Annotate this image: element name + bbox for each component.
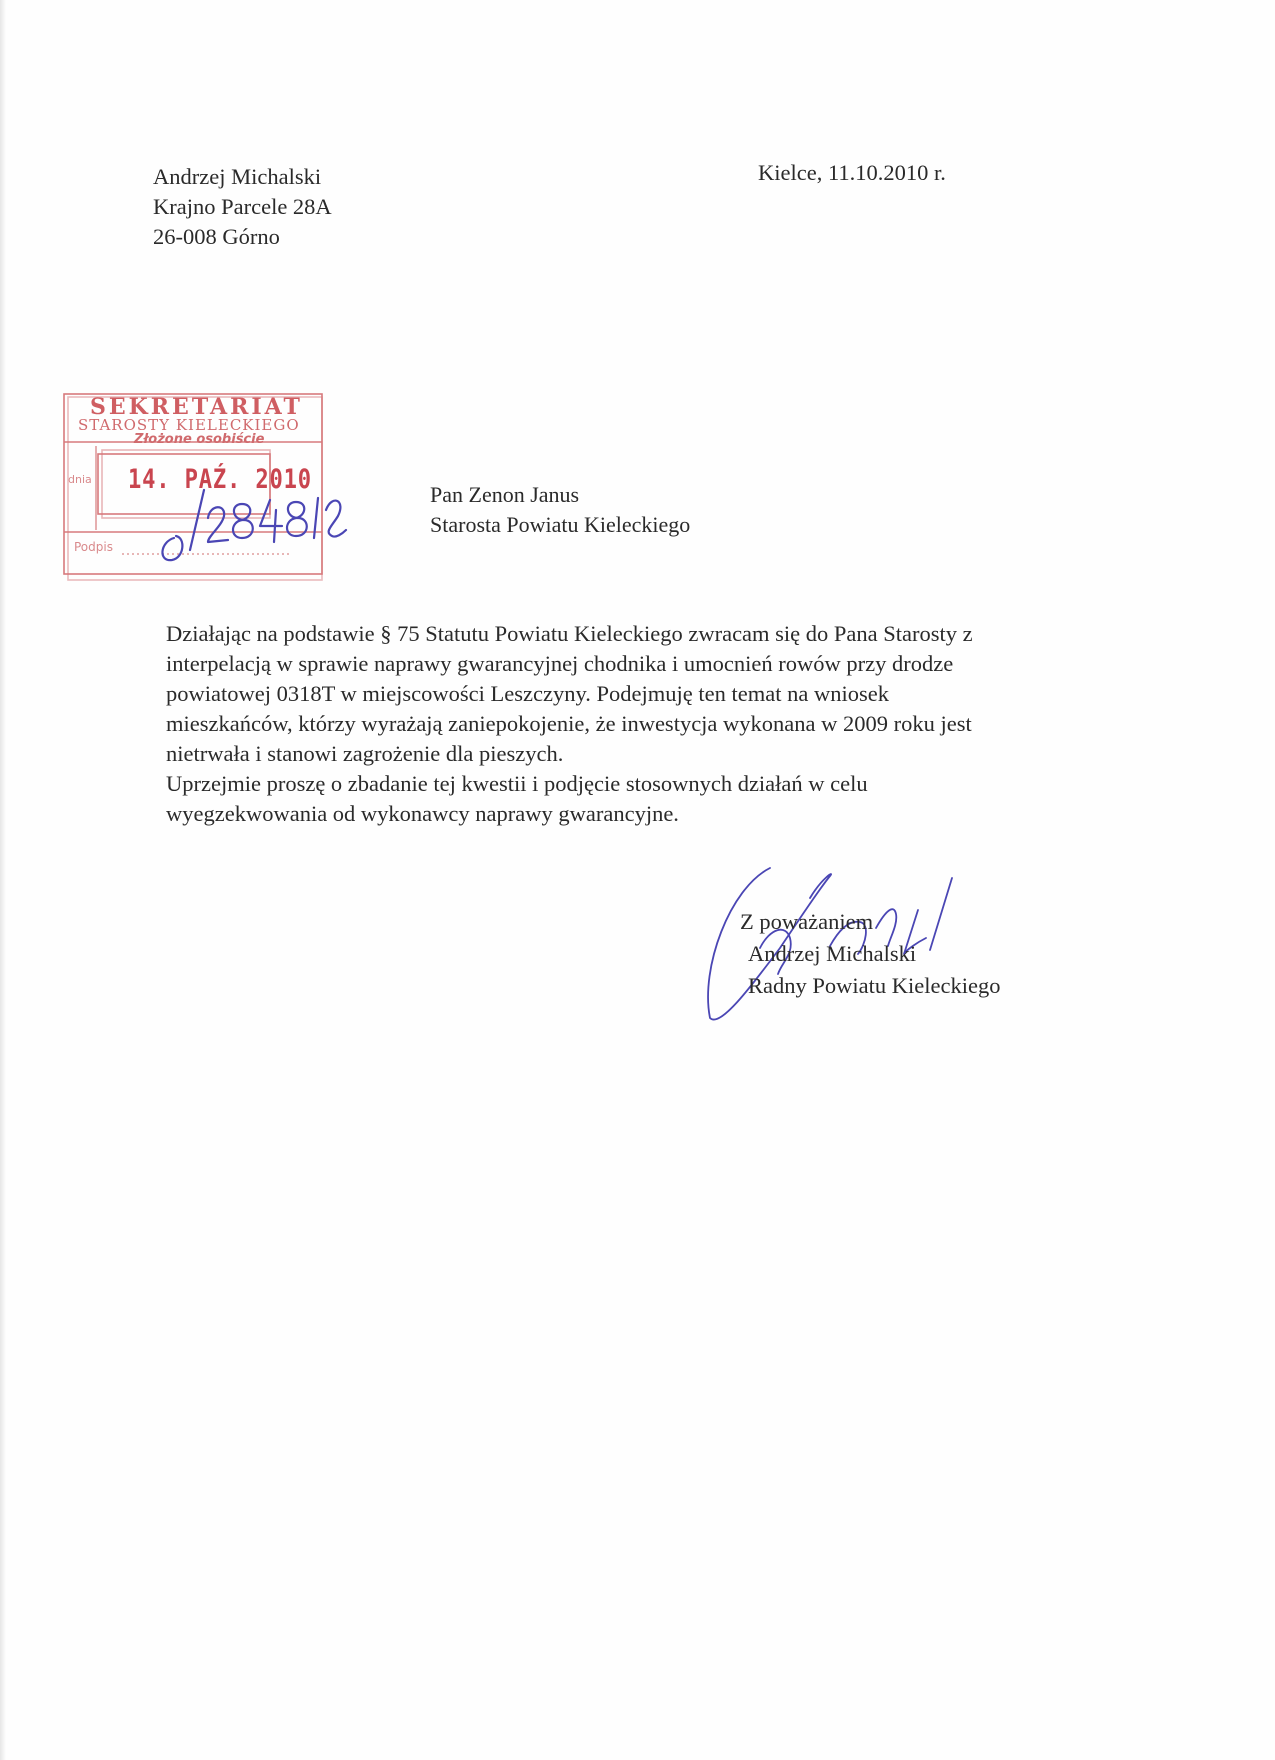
- stamp-office: STAROSTY KIELECKIEGO: [78, 416, 300, 434]
- body-line: powiatowej 0318T w miejscowości Leszczyny. Podejmuję ten temat na wniosek: [166, 681, 889, 706]
- body-line: wyegzekwowania od wykonawcy naprawy gwarancyjne.: [166, 801, 679, 826]
- recipient-block: [430, 480, 690, 540]
- sender-address: [153, 162, 332, 252]
- handwritten-registration-number: [150, 480, 350, 570]
- stamp-date: 14. PAŹ. 2010: [128, 464, 312, 495]
- body-line: Uprzejmie proszę o zbadanie tej kwestii i podjęcie stosownych działań w celu: [166, 771, 868, 796]
- sender-address-line2: 26-008 Górno: [153, 224, 280, 249]
- stamp-podpis-label: Podpis: [74, 540, 113, 554]
- body-line: mieszkańców, którzy wyrażają zaniepokojenie, że inwestycja wykonana w 2009 roku jest: [166, 711, 972, 736]
- letter-body: [166, 619, 1096, 829]
- sender-name: Andrzej Michalski: [153, 164, 322, 189]
- recipient-title: Starosta Powiatu Kieleckiego: [430, 512, 691, 537]
- body-line: nietrwała i stanowi zagrożenie dla pieszych.: [166, 741, 564, 766]
- stamp-title: SEKRETARIAT: [90, 394, 303, 420]
- body-line: interpelacją w sprawie naprawy gwarancyjnej chodnika i umocnień rowów przy drodze: [166, 651, 954, 676]
- stamp-delivery-mode: Złożone osobiście: [134, 432, 265, 447]
- recipient-name: Pan Zenon Janus: [430, 482, 580, 507]
- closing-greeting: Z poważaniem: [740, 909, 874, 934]
- signatory-name: Andrzej Michalski: [748, 941, 917, 966]
- stamp-dnia-label: dnia: [68, 473, 92, 486]
- closing-block: [740, 906, 1000, 1002]
- body-line: Działając na podstawie § 75 Statutu Powiatu Kieleckiego zwracam się do Pana Starosty z: [166, 621, 973, 646]
- signatory-title: Radny Powiatu Kieleckiego: [748, 973, 1001, 998]
- scan-edge: [0, 0, 6, 1760]
- sender-address-line1: Krajno Parcele 28A: [153, 194, 332, 219]
- date-line: Kielce, 11.10.2010 r.: [758, 160, 946, 185]
